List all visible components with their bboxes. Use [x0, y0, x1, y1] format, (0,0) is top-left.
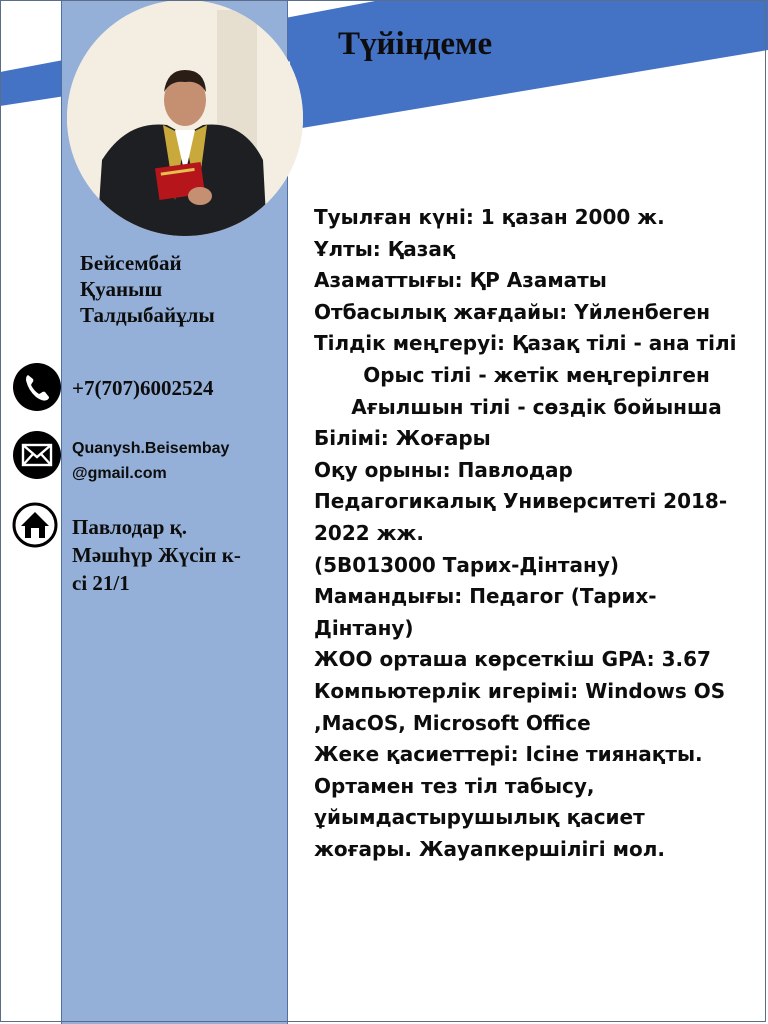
info-line: Компьютерлік игерімі: Windows OS: [314, 678, 726, 703]
address-line: Павлодар қ.: [72, 515, 187, 539]
info-line: Білімі: Жоғары: [314, 426, 491, 451]
phone-number: +7(707)6002524: [72, 376, 214, 400]
info-line: Туылған күні: 1 қазан 2000 ж.: [314, 205, 665, 229]
address-line: Мәшһүр Жүсіп к-: [72, 543, 241, 567]
info-line: Отбасылық жағдайы: Үйленбеген: [314, 299, 711, 324]
mail-icon: [12, 430, 62, 480]
info-line: Ағылшын тілі - сөздік бойынша: [351, 394, 722, 419]
info-line: Жеке қасиеттері: Ісіне тиянақты.: [314, 742, 703, 767]
info-line: ұйымдастырушылық қасиет: [314, 805, 645, 830]
info-line: Дінтану): [314, 615, 414, 640]
info-line: Мамандығы: Педагог (Тарих-: [314, 584, 657, 609]
personal-info: [314, 202, 759, 865]
info-line: Азаматтығы: ҚР Азаматы: [314, 268, 607, 293]
email-line: Quanysh.Beisembay: [72, 440, 230, 457]
full-name: [80, 250, 280, 328]
name-line: Бейсембай: [80, 251, 182, 275]
home-icon: [12, 502, 58, 548]
info-line: Ортамен тез тіл табысу,: [314, 773, 595, 798]
info-line: Орыс тілі - жетік меңгерілген: [363, 362, 710, 387]
info-line: ЖОО орташа көрсеткіш GPA: 3.67: [314, 647, 711, 672]
info-line: жоғары. Жауапкершілігі мол.: [314, 836, 665, 861]
name-line: Талдыбайұлы: [80, 303, 215, 327]
email-line: @gmail.com: [72, 465, 167, 482]
profile-photo: [67, 0, 303, 236]
info-line: Ұлты: Қазақ: [314, 236, 456, 261]
address-line: сі 21/1: [72, 571, 130, 595]
name-line: Қуаныш: [80, 277, 163, 301]
home-address: [72, 513, 287, 597]
info-line: Тілдік меңгеруі: Қазақ тілі - ана тілі: [314, 331, 737, 356]
info-line: Педагогикалық Университеті 2018-: [314, 489, 728, 514]
info-line: 2022 жж.: [314, 520, 425, 545]
page-title: Түйіндеме: [338, 26, 493, 62]
info-line: ,MacOS, Microsoft Office: [314, 710, 591, 735]
email-address: [72, 436, 229, 486]
info-line: (5В013000 Тарих-Дінтану): [314, 552, 619, 577]
info-line: Оқу орыны: Павлодар: [314, 457, 573, 482]
phone-icon: [12, 362, 62, 412]
